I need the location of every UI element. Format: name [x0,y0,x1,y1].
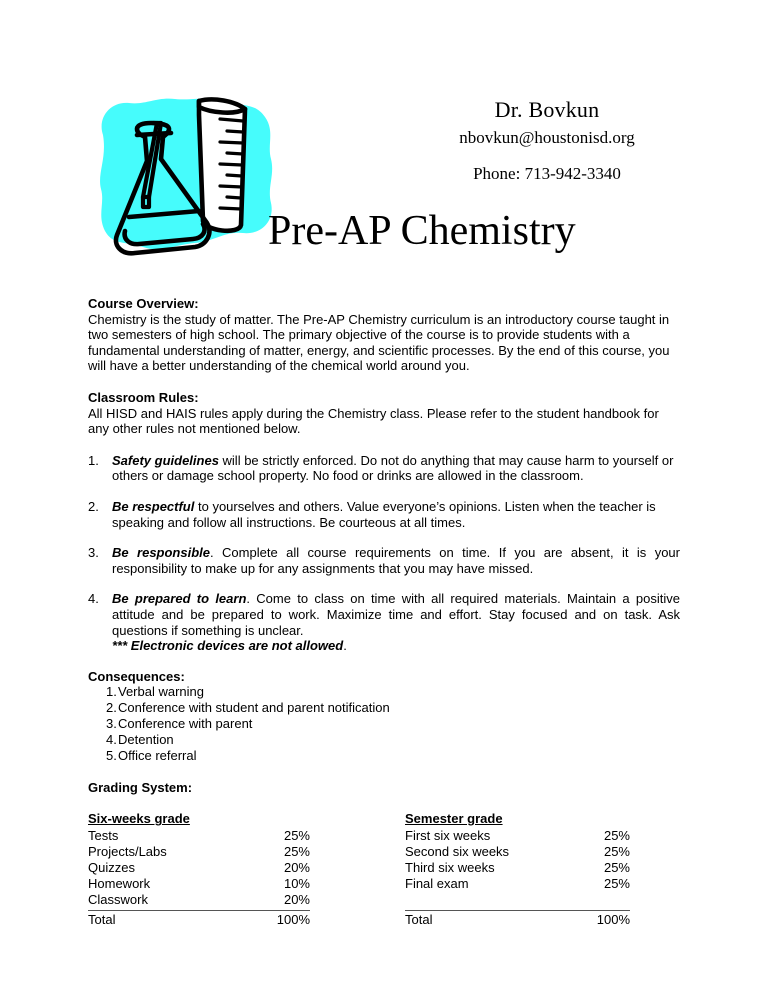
teacher-email: nbovkun@houstonisd.org [459,128,635,148]
row-label: Classwork [88,892,148,908]
consequence-label: Verbal warning [118,684,204,700]
consequence-number: 4. [106,732,117,747]
grading-system-heading: Grading System: [88,779,193,795]
consequence-label: Detention [118,732,174,747]
row-label: Final exam [405,876,469,892]
row-value: 20% [283,860,310,876]
table-row [88,876,310,892]
document-body [88,296,680,927]
consequences-heading: Consequences: [88,668,185,684]
table-row [88,860,310,876]
consequences-list [88,684,680,764]
table-total-row [405,910,630,928]
consequence-number: 3. [106,716,117,732]
rule-item [88,499,680,530]
row-value: 25% [283,827,310,843]
row-value: 25% [603,843,630,859]
row-value: 25% [283,843,310,859]
row-value: 20% [283,892,310,908]
semester-table-title [405,811,630,827]
table-row [88,892,310,908]
consequence-label: Office referral [118,747,197,763]
rule-lead: Safety guidelines [112,452,219,468]
rule-note [112,638,680,654]
teacher-phone: Phone: 713-942-3340 [473,163,621,183]
row-label: Homework [88,876,151,892]
table-total-row [88,910,310,928]
row-label: Projects/Labs [88,843,167,859]
course-overview-heading: Course Overview: [88,296,199,311]
rule-lead: Be prepared to learn [112,591,247,607]
document-header [0,84,768,284]
chemistry-flask-icon [95,95,285,275]
total-label: Total [88,911,116,927]
rule-body [112,545,680,576]
total-value: 100% [596,911,630,927]
semester-title-text: Semester grade [405,811,503,827]
rule-rest: . Come to class on time with all required materials. Maintain a positive attitude and be prepared to work. Maximize time and effort. Stay focused and on task. Ask questions if something is unclear. [112,591,680,638]
row-label: Second six weeks [405,843,510,859]
consequence-number: 5. [106,747,117,763]
row-value: 25% [603,876,630,892]
rule-item [88,545,680,576]
list-item [88,684,680,700]
teacher-name: Dr. Bovkun [494,97,600,122]
rule-body [112,591,680,653]
classroom-rules-heading: Classroom Rules: [88,389,199,405]
total-label: Total [405,911,433,927]
rule-body [112,499,680,530]
list-item [88,748,680,764]
row-value: 25% [603,827,630,843]
rule-body [112,453,680,484]
classroom-rules-list [88,453,680,654]
rule-number: 3. [88,545,99,561]
row-label: Quizzes [88,860,135,876]
rule-rest: to yourselves and others. Value everyone’s opinions. Listen when the teacher is speaking and follow all instructions. Be courteous at all times. [112,498,656,530]
consequence-number: 2. [106,700,117,716]
rule-number: 1. [88,452,99,468]
row-value: 10% [283,876,310,892]
consequence-label: Conference with student and parent notification [118,700,390,716]
rule-item [88,453,680,484]
six-weeks-grade-table [88,811,310,927]
consequence-label: Conference with parent [118,716,253,732]
table-row [405,844,630,860]
row-label: First six weeks [405,827,491,843]
total-value: 100% [276,911,310,927]
list-item [88,700,680,716]
page-title: Pre-AP Chemistry [268,208,576,254]
consequence-number: 1. [106,684,117,700]
course-overview-text: Chemistry is the study of matter. The Pre-AP Chemistry curriculum is an introductory course taught in two semesters of high school. The primary objective of the course is to provide students with a fundamental understanding of matter, energy, and scientific processes. By the end of this course, you will have a better understanding of the chemical world around you. [88,311,670,374]
six-weeks-table-title [88,811,310,827]
teacher-contact-block [392,96,702,185]
six-weeks-title-text: Six-weeks grade [88,811,190,827]
list-item [88,716,680,732]
rule-item [88,591,680,653]
rule-lead: Be responsible [112,545,211,561]
semester-grade-table [405,811,630,927]
rule-rest: . Complete all course requirements on time. If you are absent, it is your responsibility to make up for any assignments that you may have missed. [112,545,680,576]
row-value: 25% [603,860,630,876]
table-row [88,828,310,844]
classroom-rules-intro: All HISD and HAIS rules apply during the Chemistry class. Please refer to the student handbook for any other rules not mentioned below. [88,405,659,437]
rule-lead: Be respectful [112,498,195,514]
rule-number: 4. [88,591,99,607]
list-item [88,732,680,748]
table-spacer [405,892,630,908]
rule-note-strong: *** Electronic devices are not allowed [112,638,344,654]
table-row [405,828,630,844]
row-label: Tests [88,827,119,843]
table-row [405,876,630,892]
rule-rest: will be strictly enforced. Do not do anything that may cause harm to yourself or others or damage school property. No food or drinks are allowed in the classroom. [112,452,674,484]
table-row [88,844,310,860]
table-row [405,860,630,876]
row-label: Third six weeks [405,860,495,876]
rule-note-tail: . [343,638,347,654]
rule-number: 2. [88,498,99,514]
